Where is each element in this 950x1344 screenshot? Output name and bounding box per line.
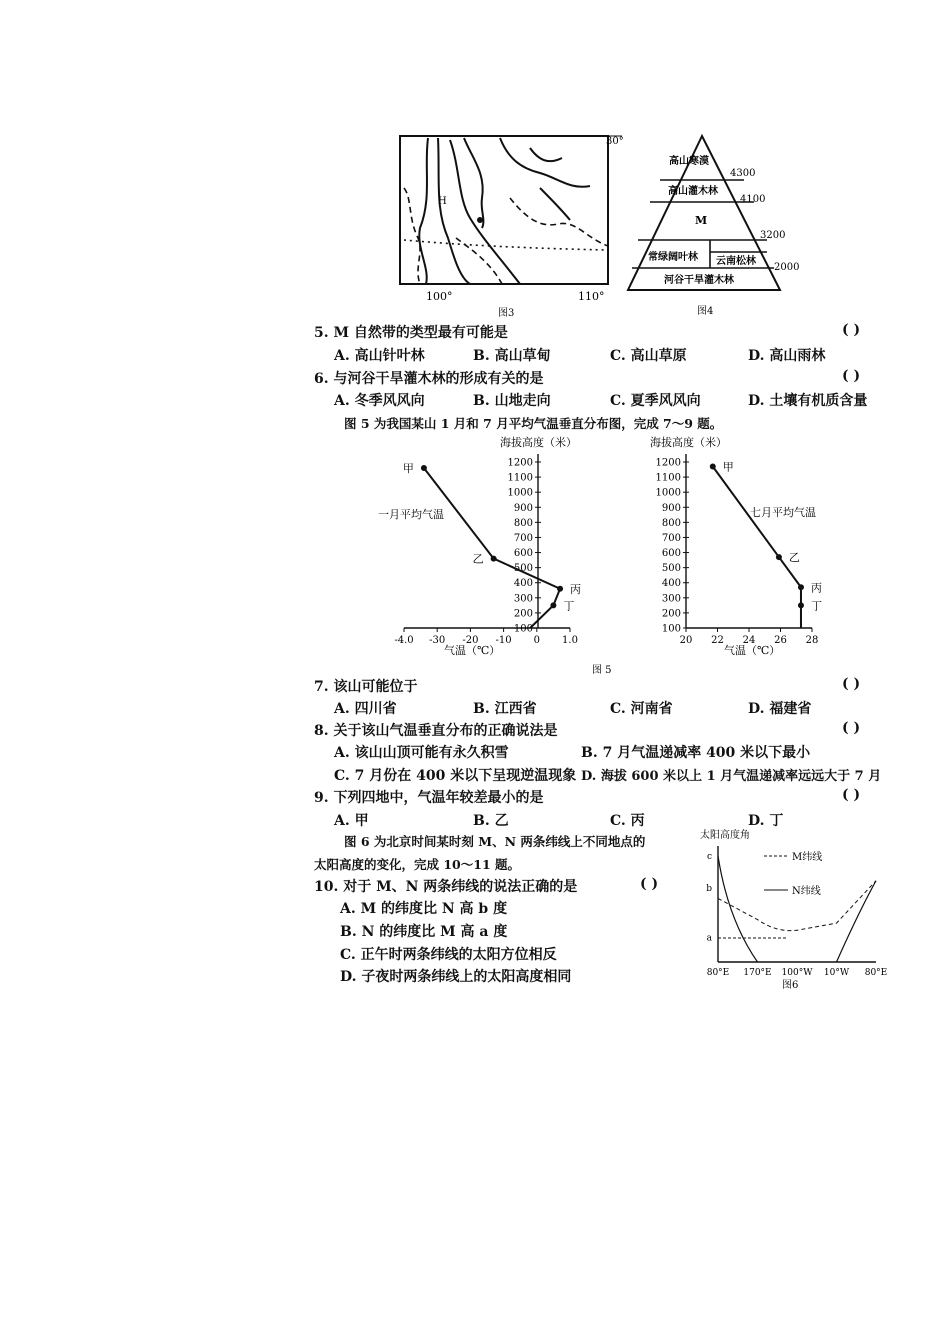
y-tick-label: 900 — [513, 502, 533, 514]
figure-6-intro-line1: 图 6 为北京时间某时刻 M、N 两条纬线上不同地点的 — [344, 834, 646, 849]
q9-stem: 9. 下列四地中，气温年较差最小的是 — [314, 790, 544, 806]
point-label: 丙 — [810, 581, 822, 595]
figure-6-intro-line2: 太阳高度的变化，完成 10～11 题。 — [314, 857, 520, 872]
zone-alpine-shrub: 高山灌木林 — [668, 186, 718, 197]
y-tick-label: 600 — [661, 548, 681, 560]
elev-2000: 2000 — [774, 262, 800, 273]
x-tick-label: 170°E — [743, 968, 772, 978]
chart1-ylabel: 海拔高度（米） — [500, 436, 577, 449]
q6-option-b[interactable]: B. 山地走向 — [473, 393, 551, 409]
point-label: 乙 — [472, 552, 484, 566]
x-tick-label: -30 — [429, 635, 446, 646]
q10-option-b[interactable]: B. N 的纬度比 M 高 a 度 — [340, 924, 508, 940]
point-label: 甲 — [722, 460, 734, 474]
y-tick-label: 700 — [513, 532, 533, 544]
y-tick-label: 200 — [513, 608, 533, 620]
chart2-series-line — [713, 467, 801, 628]
x-tick-label: 22 — [711, 635, 724, 646]
q5-option-d[interactable]: D. 高山雨林 — [748, 348, 826, 364]
q6-option-a[interactable]: A. 冬季风风向 — [334, 393, 425, 409]
y-tick-label: 1100 — [507, 472, 533, 484]
point-label: 丁 — [810, 599, 822, 613]
x-tick-label: 100°W — [781, 968, 813, 978]
q6-answer-paren[interactable]: ( ) — [842, 368, 861, 384]
q5-option-b[interactable]: B. 高山草甸 — [473, 348, 551, 364]
figure-6-chart — [700, 826, 900, 992]
q5-stem: 5. M 自然带的类型最有可能是 — [314, 325, 508, 341]
x-tick-label: 24 — [742, 635, 756, 646]
y-tick-label: 1200 — [655, 457, 681, 469]
y-tick-label: 500 — [513, 563, 533, 575]
y-tick-label: 1200 — [507, 457, 533, 469]
point-label: 甲 — [402, 462, 414, 476]
x-tick-label: 0 — [533, 635, 540, 646]
fig3-caption: 图3 — [498, 308, 515, 318]
zone-alpine-desert: 高山寒漠 — [669, 156, 709, 167]
y-tick-label: 300 — [661, 593, 681, 605]
q10-option-c[interactable]: C. 正午时两条纬线的太阳方位相反 — [340, 947, 557, 963]
y-tick-label: 1100 — [655, 472, 681, 484]
y-tick-label: 400 — [661, 578, 681, 590]
q8-option-d[interactable]: D. 海拔 600 米以上 1 月气温递减率远远大于 7 月 — [581, 769, 882, 784]
y-tick-label: 1000 — [507, 487, 533, 499]
zone-evergreen-broadleaf: 常绿阔叶林 — [648, 252, 698, 263]
chart1-series-label: 一月平均气温 — [378, 508, 444, 521]
x-tick-label: 20 — [679, 635, 693, 646]
chart3-series-n-east — [837, 881, 877, 962]
chart1-xlabel: 气温（℃） — [444, 644, 501, 657]
figure-5-charts — [360, 430, 840, 678]
q9-option-d[interactable]: D. 丁 — [748, 813, 784, 829]
x-tick-label: 26 — [774, 635, 787, 646]
fig3-lat-label: 30° — [606, 136, 624, 147]
fig6-caption: 图6 — [782, 980, 799, 991]
fig3-point-label: H — [438, 196, 447, 207]
data-point — [491, 556, 497, 562]
y-tick-label: 500 — [661, 563, 681, 575]
y-tick-label: 1000 — [655, 487, 681, 499]
fig5-caption: 图 5 — [592, 665, 612, 676]
q8-option-a[interactable]: A. 该山山顶可能有永久积雪 — [334, 745, 509, 761]
point-label: 乙 — [788, 551, 800, 565]
x-tick-label: 1.0 — [562, 635, 578, 646]
figure-5-intro: 图 5 为我国某山 1 月和 7 月平均气温垂直分布图，完成 7～9 题。 — [344, 416, 723, 431]
fig3-lon-right: 110° — [578, 290, 605, 303]
chart3-ylabel: 太阳高度角 — [700, 830, 750, 841]
y-tick-label: 800 — [661, 517, 681, 529]
y-tick-label: 900 — [661, 502, 681, 514]
elev-4100: 4100 — [740, 194, 766, 205]
data-point — [710, 464, 716, 470]
figure-4-zonation — [622, 130, 802, 320]
x-tick-label: 80°E — [706, 968, 730, 978]
q9-answer-paren[interactable]: ( ) — [842, 787, 861, 803]
point-label: 丙 — [570, 582, 582, 596]
x-tick-label: -10 — [495, 635, 512, 646]
q10-stem: 10. 对于 M、N 两条纬线的说法正确的是 — [314, 879, 578, 895]
q8-option-c[interactable]: C. 7 月份在 400 米以下呈现逆温现象 — [334, 768, 577, 784]
y-tick-label: 100 — [513, 623, 533, 635]
elev-3200: 3200 — [760, 230, 786, 241]
y-tick-label: 700 — [661, 532, 681, 544]
data-point — [776, 554, 782, 560]
chart2-xlabel: 气温（℃） — [724, 644, 781, 657]
q5-option-a[interactable]: A. 高山针叶林 — [334, 348, 425, 364]
x-tick-label: 10°W — [823, 968, 850, 978]
q10-option-d[interactable]: D. 子夜时两条纬线上的太阳高度相同 — [340, 969, 572, 985]
chart2-series-label: 七月平均气温 — [750, 506, 816, 519]
y-tick-label: c — [706, 852, 712, 862]
data-point — [421, 465, 427, 471]
y-tick-label: 800 — [513, 517, 533, 529]
zone-valley-shrub: 河谷干旱灌木林 — [664, 275, 734, 286]
y-tick-label: 100 — [661, 623, 681, 635]
q9-option-c[interactable]: C. 丙 — [610, 813, 645, 829]
q10-answer-paren[interactable]: ( ) — [640, 876, 659, 892]
data-point — [798, 584, 804, 590]
data-point — [557, 586, 563, 592]
q5-option-c[interactable]: C. 高山草原 — [610, 348, 687, 364]
q8-option-b[interactable]: B. 7 月气温递减率 400 米以下最小 — [581, 745, 811, 761]
y-tick-label: 600 — [513, 548, 533, 560]
data-point — [550, 602, 556, 608]
q5-answer-paren[interactable]: ( ) — [842, 322, 861, 338]
q7-answer-paren[interactable]: ( ) — [842, 676, 861, 692]
elev-4300: 4300 — [730, 168, 756, 179]
q7-option-c[interactable]: C. 河南省 — [610, 701, 673, 717]
y-tick-label: a — [706, 933, 712, 944]
q6-option-d[interactable]: D. 土壤有机质含量 — [748, 393, 868, 409]
chart3-legend-m: M纬线 — [792, 852, 823, 863]
q9-option-a[interactable]: A. 甲 — [334, 813, 369, 829]
x-tick-label: 80°E — [864, 968, 888, 978]
q7-option-a[interactable]: A. 四川省 — [334, 701, 397, 717]
q9-option-b[interactable]: B. 乙 — [473, 813, 509, 829]
y-tick-label: 300 — [513, 593, 533, 605]
q6-stem: 6. 与河谷干旱灌木林的形成有关的是 — [314, 371, 544, 387]
x-tick-label: -4.0 — [394, 635, 414, 646]
zone-yunnan-pine: 云南松林 — [716, 256, 756, 267]
zone-M: M — [695, 214, 708, 227]
y-tick-label: 400 — [513, 578, 533, 590]
q6-option-c[interactable]: C. 夏季风风向 — [610, 393, 701, 409]
x-tick-label: -20 — [462, 635, 479, 646]
y-tick-label: b — [706, 883, 712, 894]
q10-option-a[interactable]: A. M 的纬度比 N 高 b 度 — [340, 901, 508, 917]
q8-answer-paren[interactable]: ( ) — [842, 720, 861, 736]
q8-stem: 8. 关于该山气温垂直分布的正确说法是 — [314, 723, 558, 739]
q7-option-d[interactable]: D. 福建省 — [748, 701, 812, 717]
x-tick-label: 28 — [805, 635, 819, 646]
q7-option-b[interactable]: B. 江西省 — [473, 701, 537, 717]
fig4-caption: 图4 — [697, 306, 714, 317]
data-point — [798, 602, 804, 608]
point-label: 丁 — [563, 599, 575, 613]
chart3-legend-n: N纬线 — [792, 886, 821, 897]
fig3-lon-left: 100° — [426, 290, 453, 303]
figure-3-map — [390, 128, 630, 318]
q7-stem: 7. 该山可能位于 — [314, 679, 418, 695]
y-tick-label: 200 — [661, 608, 681, 620]
chart2-ylabel: 海拔高度（米） — [650, 436, 727, 449]
